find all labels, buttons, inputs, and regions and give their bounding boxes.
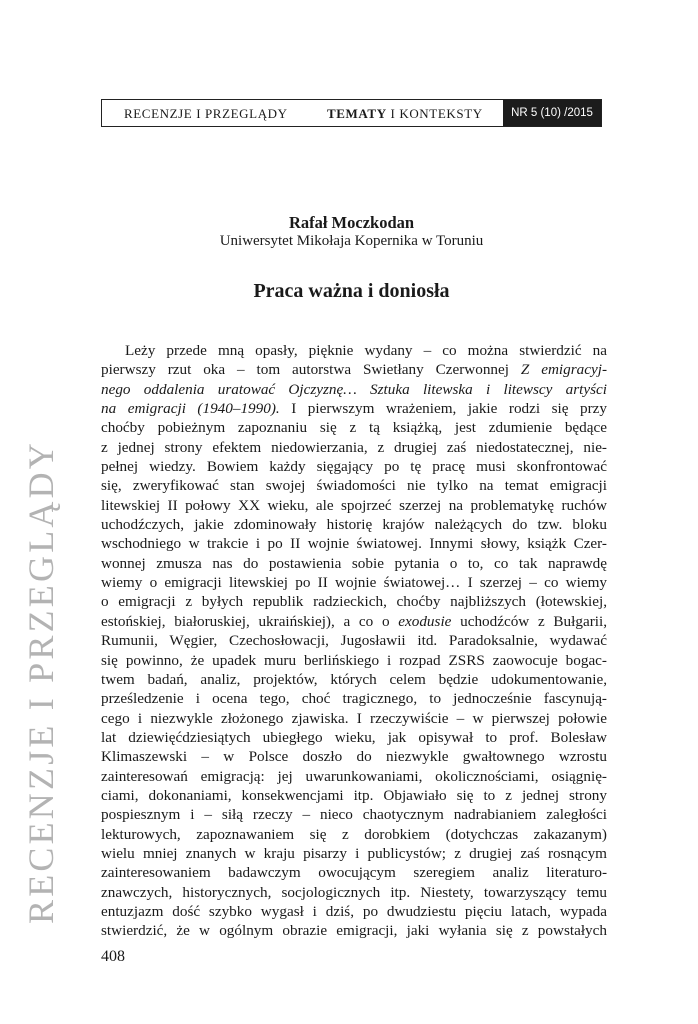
body-line [101,554,607,573]
body-text-run: o emigracji z byłych republik radzieckich, choćby najbliższych (łotewskiej, [101,593,607,611]
header-journal [327,106,483,122]
body-text-run: uchodźców z Bułgarii, [451,612,607,630]
body-line [101,341,607,360]
body-line [101,709,607,728]
body-line [101,476,607,495]
body-text-run: twem badań, analiz, projektów, których celem będzie udokumentowanie, [101,670,607,688]
body-line [101,883,607,902]
body-text-run: zainteresowań emigracją: jej uwarunkowaniami, okolicznościami, osiągnię- [101,767,607,785]
body-text-run: Rumunii, Węgier, Czechosłowacji, Jugosławii itd. Paradoksalnie, wydawać [101,632,607,650]
body-line [101,728,607,747]
body-text-run: entuzjazm dość szybko wygasł i dziś, po dwudziestu pięciu latach, wypada [101,902,607,920]
italic-text: nego oddalenia uratować Ojczyznę… Sztuka litewska i litewscy artyści [101,380,607,398]
body-text-run: cego i niezwykle złożonego zjawiska. I rzeczywiście – w pierwszej połowie [101,709,607,727]
body-text-run: I pierwszym wrażeniem, jakie rodzi się przy [279,400,607,418]
body-text-run: lat dziewięćdziesiątych ubiegłego wieku, jak opisywał to prof. Bolesław [101,728,607,746]
body-line [101,592,607,611]
body-line [101,767,607,786]
body-text-run: prześledzenie i ocena tego, choć tragicznego, to jednocześnie fascynują- [101,690,607,708]
body-line [101,380,607,399]
body-text-run: wielu mniej znanych w kraju pisarzy i publicystów; z drugiej zaś rosnącym [101,844,607,862]
body-line [101,844,607,863]
running-header [101,99,602,127]
body-line [101,651,607,670]
body-line [101,689,607,708]
body-text-run: wschodniego w trakcie i po II wojnie światowej. Innymi słowy, książk Czer- [101,535,607,553]
body-line [101,805,607,824]
italic-text: na emigracji (1940–1990). [101,400,280,418]
body-text-run: pospiesznym i – siłą rzeczy – nieco chaotycznym nadrabianiem zaległości [101,806,607,824]
page-number: 408 [101,948,125,965]
body-line [101,863,607,882]
body-text-run: się powinno, że upadek muru berlińskiego i rozpad ZSRS zaowocuje bogac- [101,651,607,669]
body-line [101,418,607,437]
body-text-run: Klimaszewski – w Polsce doszło do niezwykle gwałtownego wzrostu [101,748,607,766]
body-text-run: stwierdzić, że w ogólnym obrazie emigracji, jaki wyłania się z powstałych [101,922,607,940]
body-line [101,360,607,379]
body-text-run: z jednej strony efektem niedowierzania, z drugiej zaś niedostatecznej, nie- [101,438,607,456]
body-text-run: litewskiej II połowy XX wieku, ale spojrzeć szerzej na problematykę ruchów [101,496,607,514]
side-section-label: RECENZJE I PRZEGLĄDY [21,440,61,924]
header-journal-bold: TEMATY [327,106,387,121]
body-line [101,921,607,940]
body-text-run: zainteresowaniem badawczym owocującym szeregiem analiz literaturo- [101,864,607,882]
body-line [101,457,607,476]
body-text-run: ciami, dokonaniami, konsekwencjami itp. Objawiało się to z jednej strony [101,786,607,804]
italic-text: exodusie [398,612,452,630]
body-line [101,786,607,805]
body-line [101,399,607,418]
body-text-run: znawczych, historycznych, socjologicznych itp. Niestety, towarzyszący temu [101,883,607,901]
issue-badge: NR 5 (10) /2015 [503,100,601,126]
body-text-run: wiemy o emigracji litewskiej po II wojnie światowej… I szerzej – co wiemy [101,574,607,592]
body-text-run: pierwszy rzut oka – tom autorstwa Swietłany Czerwonnej [101,361,521,379]
article-title: Praca ważna i doniosła [253,280,450,302]
body-line [101,902,607,921]
body-line [101,438,607,457]
header-section: RECENZJE I PRZEGLĄDY [124,106,288,121]
body-text-run: choćby pobieżnym zapoznaniu się z tą książką, jest zdumienie będące [101,419,607,437]
body-text-run: uchodźczych, jakie zdominowały historię krajów należących do tzw. bloku [101,516,607,534]
body-line [101,515,607,534]
body-text-run: się, zweryfikować stan swojej świadomości nie tylko na temat emigracji [101,477,607,495]
body-line [101,612,607,631]
body-line [101,496,607,515]
header-journal-rest: I KONTEKSTY [386,106,483,121]
author-name: Rafał Moczkodan [288,213,415,232]
body-text-run: wonnej zmusza nas do postawienia sobie pytania o to, co tak naprawdę [101,554,607,572]
body-line [101,747,607,766]
body-text-run: lekturowych, zapoznawaniem się z dorobkiem (dotychczas zakazanym) [101,825,607,843]
author-affiliation: Uniwersytet Mikołaja Kopernika w Toruniu [219,233,484,249]
italic-text: Z emigracyj- [520,361,607,379]
article-body [101,341,607,941]
body-line [101,631,607,650]
body-line [101,825,607,844]
body-line [101,534,607,553]
body-line [101,670,607,689]
body-text-run: estońskiej, białoruskiej, ukraińskiej), a co o [101,612,399,630]
body-line [101,573,607,592]
body-text-run: pełnej wiedzy. Bowiem każdy sięgający po tę pracę musi skonfrontować [101,458,607,476]
body-text-run: Leży przede mną opasły, pięknie wydany – co można stwierdzić na [125,342,607,359]
